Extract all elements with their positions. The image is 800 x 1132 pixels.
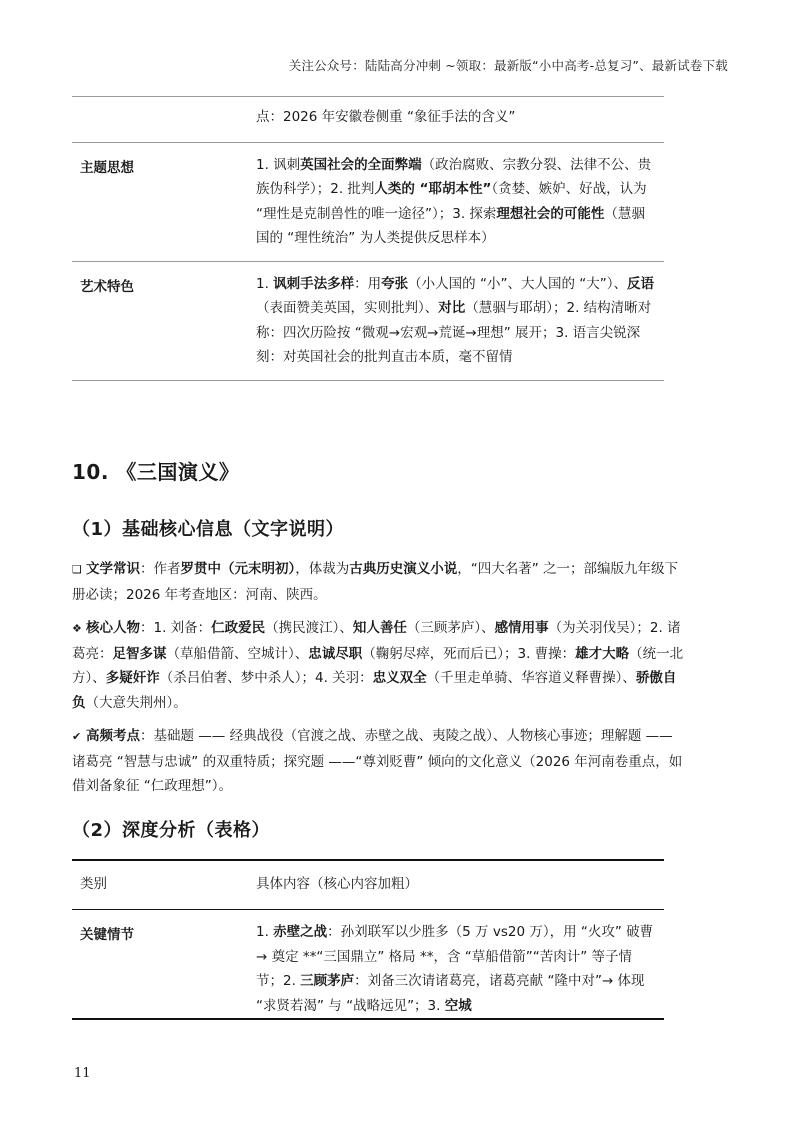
bold-text: 反语: [626, 275, 654, 292]
bold-text: 雄才大略: [575, 645, 630, 662]
text-run: ：孙刘联军以少胜多（5 万 vs20 万），用 “火攻” 破曹→ 奠定 **“三国鼎立” 格局 **，含 “草船借箭”“苦肉计” 等子情节；2.: [256, 924, 654, 989]
bold-text: 感情用事: [494, 620, 549, 636]
text-run: 1.: [256, 275, 274, 292]
bold-text: 理想社会的可能性: [496, 205, 605, 222]
paragraph-text: [72, 728, 682, 794]
text-run: （表面赞美英国，实则批判）、: [256, 300, 439, 316]
text-run: （携民渡江）、: [265, 620, 353, 636]
bold-text: 仁政爱民: [211, 620, 266, 636]
table-row-continued: [72, 97, 664, 143]
bold-text: 多疑奸诈: [105, 670, 160, 686]
text-run: 1.: [256, 924, 274, 940]
bold-text: 核心人物: [86, 620, 140, 636]
bold-text: 古典历史演义小说: [349, 561, 458, 577]
table-header-row: [72, 861, 664, 910]
bold-text: 空城: [444, 997, 472, 1014]
bold-text: 三顾茅庐: [300, 973, 355, 989]
table-cell-label: 主题思想: [80, 159, 134, 176]
bold-text: 英国社会的全面弊端: [300, 156, 422, 173]
paragraph-text: [72, 620, 683, 711]
bold-text: 高频考点: [86, 728, 140, 744]
text-run: （草船借箭、空城计）、: [166, 645, 309, 662]
page-header: 关注公众号：陆陆高分冲刺 ~领取：最新版“小中高考-总复习”、最新试卷下载: [288, 58, 728, 73]
bold-text: 知人善任: [352, 620, 407, 636]
bold-text: 骄傲自负: [72, 670, 677, 711]
text-run: （贪婪、嫉妒、好战，认为 “理性是克制兽性的唯一途径”）；3. 探索: [256, 181, 647, 222]
diamond-bullet-icon: ❖: [72, 622, 82, 635]
text-run: 1. 讽刺: [256, 156, 301, 173]
text-run: （小人国的 “小”、大人国的 “大”）、: [408, 275, 627, 292]
table-cell-label-empty: [72, 105, 256, 130]
text-run: （政治腐败、宗教分裂、法律不公、贵族伪科学）；2. 批判: [256, 156, 652, 197]
paragraph-text: [72, 561, 678, 603]
subsection-heading-basic-info: （1）基础核心信息（文字说明）: [72, 519, 345, 540]
text-run: （杀吕伯奢、梦中杀人）；4. 关羽：: [159, 670, 373, 686]
bold-text: 对比: [438, 300, 466, 316]
table-cell-label: 艺术特色: [80, 278, 134, 295]
text-run: （慧骃国的 “理性统治” 为人类提供反思样本）: [256, 205, 645, 246]
text-run: （大意失荆州）。: [85, 694, 187, 711]
text-run: （为关羽伐吴）；2. 诸葛亮：: [72, 620, 681, 662]
text-run: （三顾茅庐）、: [406, 620, 495, 636]
text-run: （统一北方）、: [72, 645, 684, 686]
bold-text: 忠义双全: [372, 670, 427, 686]
paragraph-literary-knowledge: [72, 557, 684, 607]
bold-text: 人类的 “耶胡本性”: [374, 181, 492, 197]
text-run: （鞠躬尽瘁，死而后已）；3. 曹操：: [362, 645, 576, 662]
text-run: ：1. 刘备：: [140, 620, 212, 636]
bold-text: 足智多谋: [112, 645, 167, 662]
table-row-theme: [72, 143, 664, 262]
subsection-heading-deep-analysis: （2）深度分析（表格）: [72, 820, 271, 841]
square-bullet-icon: ❑: [72, 563, 82, 576]
table-cell-content: 点：2026 年安徽卷侧重 “象征手法的含义”: [256, 109, 516, 125]
page-number: 11: [74, 1066, 91, 1081]
bold-text: 讽刺手法多样: [273, 275, 355, 292]
text-run: ：刘备三次请诸葛亮，诸葛亮献 “隆中对”→ 体现 “求贤若渴” 与 “战略远见”；3.: [256, 973, 645, 1014]
table-row-key-plots: [72, 910, 664, 1020]
table-cell-content: [256, 153, 664, 251]
bold-text: 罗贯中（元末明初）: [180, 561, 296, 577]
deep-analysis-table: [72, 859, 664, 1020]
works-analysis-table-continued: [72, 96, 664, 381]
text-run: （千里走单骑、华容道义释曹操）、: [426, 670, 636, 686]
text-run: ，体裁为: [295, 561, 350, 577]
text-run: （慧骃与耶胡）；2. 结构清晰对称：四次历险按 “微观→宏观→荒诞→理想” 展开；3. 语言尖锐深刻：对英国社会的批判直击本质，毫不留情: [256, 300, 652, 365]
section-heading: 10. 《三国演义》: [72, 460, 240, 484]
paragraph-core-characters: [72, 616, 684, 715]
checkmark-bullet-icon: ✔: [72, 730, 82, 743]
table-header-category: 类别: [80, 876, 107, 892]
bold-text: 忠诚尽职: [308, 645, 363, 662]
text-run: ，“四大名著” 之一；部编版九年级下册必读；2026 年考查地区：河南、陕西。: [72, 561, 679, 603]
text-run: ：基础题 —— 经典战役（官渡之战、赤壁之战、夷陵之战）、人物核心事迹；理解题 —— 诸葛亮 “智慧与忠诚” 的双重特质；探究题 ——“尊刘贬曹” 倾向的文化意义（2026 年河南卷重点，如借刘备象征 “仁政理想”）。: [72, 728, 683, 794]
text-run: ：作者: [140, 561, 181, 577]
table-cell-label: 关键情节: [80, 927, 134, 943]
text-run: ：用: [354, 275, 382, 292]
paragraph-exam-points: [72, 724, 684, 799]
table-cell-content: [256, 920, 664, 1018]
bold-text: 夸张: [381, 275, 409, 292]
bold-text: 赤壁之战: [273, 924, 328, 940]
table-cell-content: [256, 272, 664, 370]
bold-text: 文学常识: [86, 561, 140, 577]
table-header-content: 具体内容（核心内容加粗）: [256, 876, 418, 892]
table-row-art: [72, 262, 664, 381]
